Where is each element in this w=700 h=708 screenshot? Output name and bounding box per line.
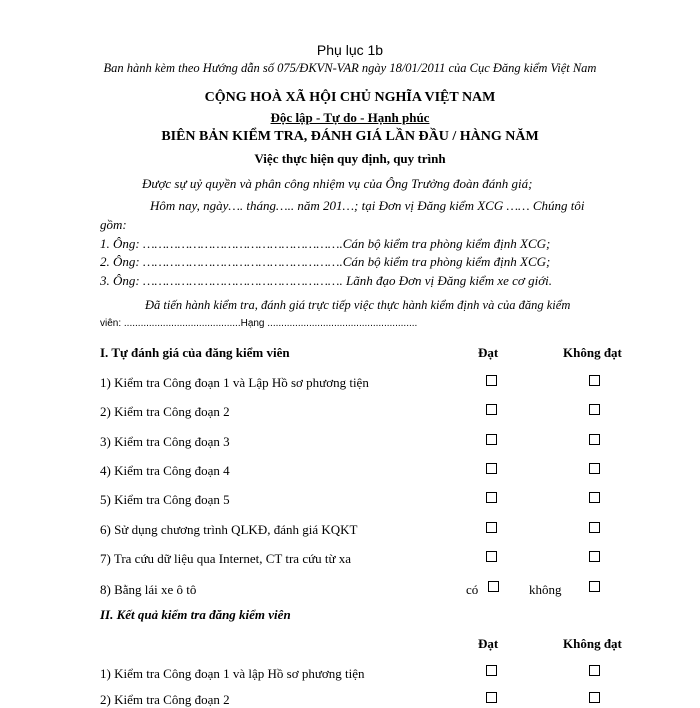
license-no-label: không [529, 582, 562, 597]
member-2: 2. Ông: …………………………………………….Cán bộ kiểm tra phòng kiểm định XCG; [100, 254, 551, 269]
s1-item-5-fail-checkbox[interactable] [589, 492, 600, 503]
s2-item-2-fail-checkbox[interactable] [589, 692, 600, 703]
s1-item-1-pass-checkbox[interactable] [486, 375, 497, 386]
appendix-label: Phụ lục 1b [316, 42, 384, 58]
s1-item-1-fail-checkbox[interactable] [589, 375, 600, 386]
s1-item-2-pass-checkbox[interactable] [486, 404, 497, 415]
s1-item-1: 1) Kiểm tra Công đoạn 1 và Lập Hồ sơ phương tiện [100, 375, 369, 390]
date-line-cont: gồm: [100, 217, 127, 232]
conducted-line: Đã tiến hành kiểm tra, đánh giá trực tiếp việc thực hành kiểm định và của đăng kiểm [145, 298, 571, 312]
document-title: BIÊN BẢN KIỂM TRA, ĐÁNH GIÁ LẦN ĐẦU / HÀNG NĂM [161, 129, 539, 144]
s1-item-5: 5) Kiểm tra Công đoạn 5 [100, 492, 230, 507]
license-yes-checkbox[interactable] [488, 581, 499, 592]
member-1: 1. Ông: …………………………………………….Cán bộ kiểm tra phòng kiểm định XCG; [100, 236, 551, 251]
section1-heading: I. Tự đánh giá của đăng kiểm viên [100, 345, 290, 360]
s2-item-1-pass-checkbox[interactable] [486, 665, 497, 676]
section1-col-pass: Đạt [478, 345, 499, 360]
s1-item-3-pass-checkbox[interactable] [486, 434, 497, 445]
s1-item-6: 6) Sử dụng chương trình QLKĐ, đánh giá KQKT [100, 522, 358, 537]
license-yes-label: có [466, 582, 479, 597]
country-name: CỘNG HOÀ XÃ HỘI CHỦ NGHĨA VIỆT NAM [204, 90, 496, 105]
section2-heading: II. Kết quả kiểm tra đăng kiểm viên [100, 607, 291, 622]
document-subtitle: Việc thực hiện quy định, quy trình [254, 151, 446, 166]
section2-col-pass: Đạt [478, 636, 499, 651]
s1-item-5-pass-checkbox[interactable] [486, 492, 497, 503]
license-no-checkbox[interactable] [589, 581, 600, 592]
issued-note: Ban hành kèm theo Hướng dẫn số 075/ĐKVN-VAR ngày 18/01/2011 của Cục Đăng kiểm Việt Nam [103, 61, 597, 75]
s1-item-2: 2) Kiểm tra Công đoạn 2 [100, 404, 230, 419]
s1-item-7-pass-checkbox[interactable] [486, 551, 497, 562]
inspector-line: viên: ..........................................Hạng ...................................................... [100, 318, 418, 329]
s2-item-2: 2) Kiểm tra Công đoạn 2 [100, 692, 230, 707]
motto: Độc lập - Tự do - Hạnh phúc [270, 110, 430, 125]
s1-item-8-license: 8) Bằng lái xe ô tô [100, 582, 197, 597]
section2-col-fail: Không đạt [563, 636, 622, 651]
s1-item-4-pass-checkbox[interactable] [486, 463, 497, 474]
s1-item-3-fail-checkbox[interactable] [589, 434, 600, 445]
date-line: Hôm nay, ngày…. tháng….. năm 201…; tại Đơn vị Đăng kiểm XCG …… Chúng tôi [150, 198, 585, 213]
s1-item-2-fail-checkbox[interactable] [589, 404, 600, 415]
s1-item-6-fail-checkbox[interactable] [589, 522, 600, 533]
s1-item-3: 3) Kiểm tra Công đoạn 3 [100, 434, 230, 449]
member-3: 3. Ông: ……………………………………………. Lãnh đạo Đơn vị Đăng kiểm xe cơ giới. [100, 273, 552, 288]
s2-item-1-fail-checkbox[interactable] [589, 665, 600, 676]
s1-item-6-pass-checkbox[interactable] [486, 522, 497, 533]
s2-item-2-pass-checkbox[interactable] [486, 692, 497, 703]
s2-item-1: 1) Kiểm tra Công đoạn 1 và lập Hồ sơ phương tiện [100, 666, 365, 681]
s1-item-4-fail-checkbox[interactable] [589, 463, 600, 474]
s1-item-7-fail-checkbox[interactable] [589, 551, 600, 562]
section1-col-fail: Không đạt [563, 345, 622, 360]
s1-item-7: 7) Tra cứu dữ liệu qua Internet, CT tra cứu từ xa [100, 551, 352, 566]
s1-item-4: 4) Kiểm tra Công đoạn 4 [100, 463, 230, 478]
authorization-line: Được sự uỷ quyền và phân công nhiệm vụ của Ông Trưởng đoàn đánh giá; [142, 176, 533, 191]
